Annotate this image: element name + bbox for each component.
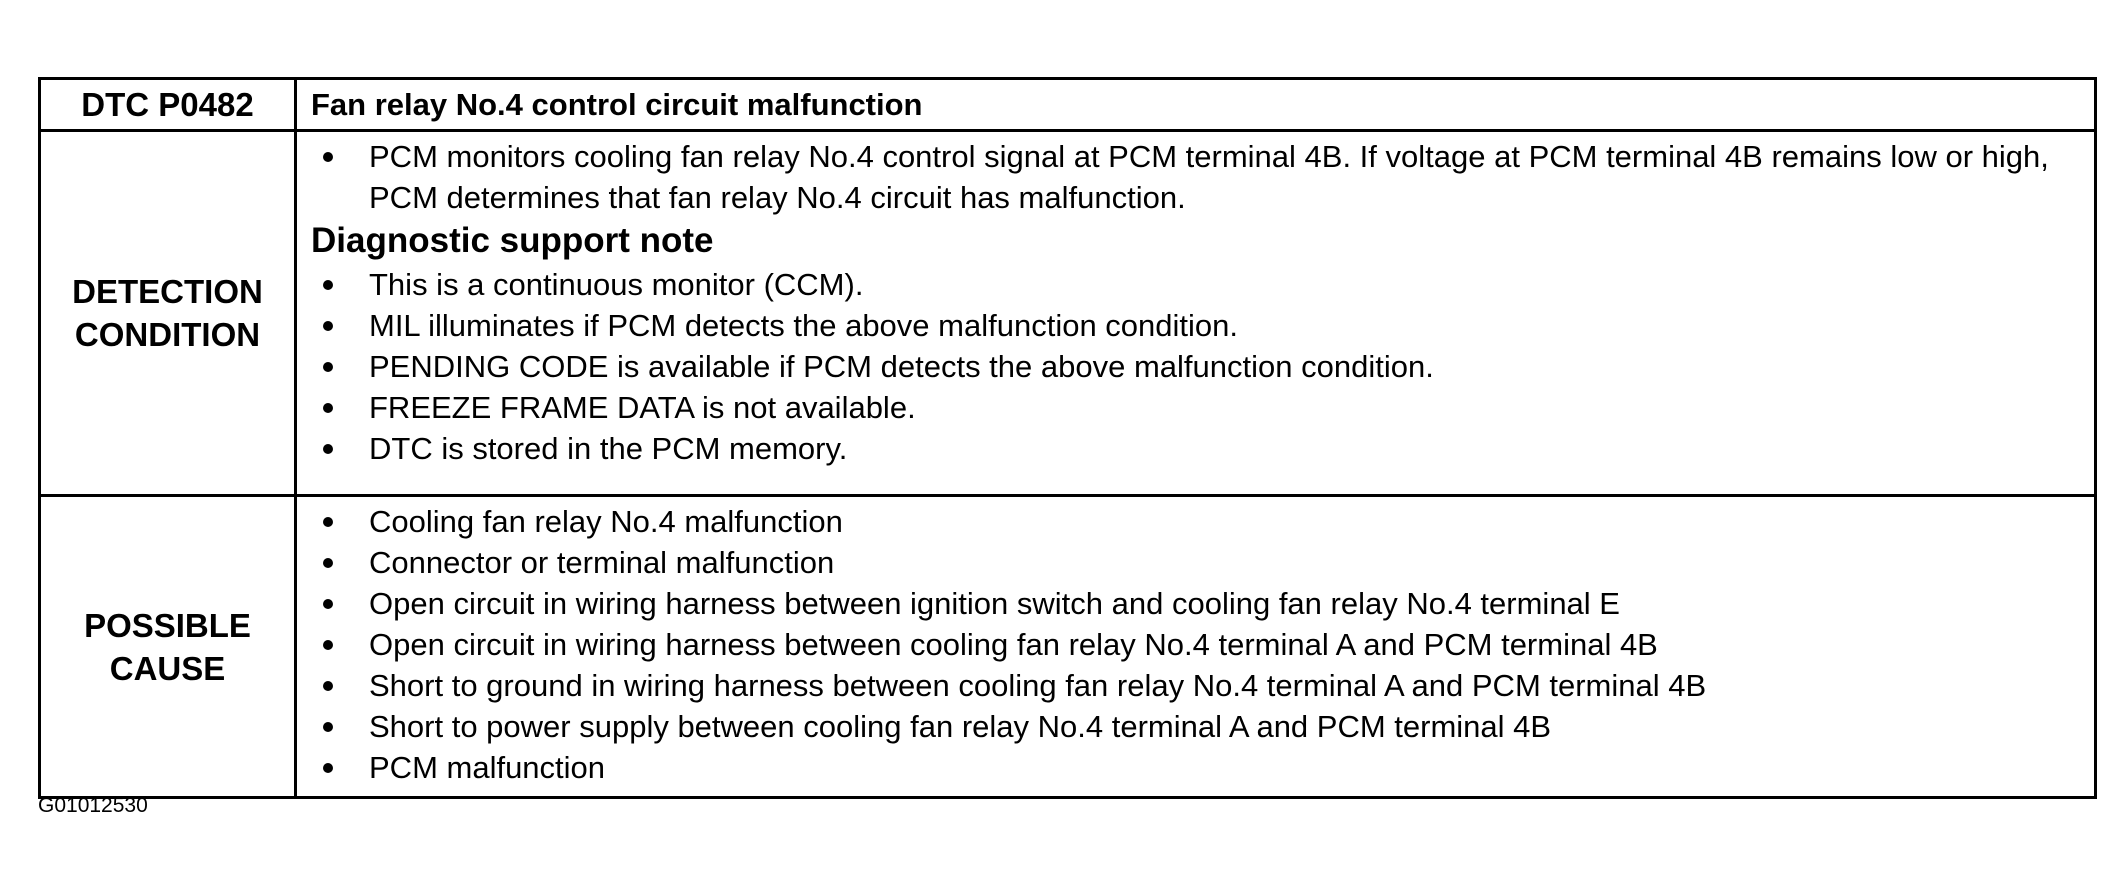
detection-label-line2: CONDITION	[74, 316, 261, 353]
dtc-code: DTC P0482	[40, 79, 296, 131]
list-item	[311, 583, 2094, 624]
bullet-icon	[323, 517, 333, 527]
list-item	[311, 428, 2094, 469]
list-item-text: This is a continuous monitor (CCM).	[369, 267, 864, 302]
bullet-icon	[323, 558, 333, 568]
dtc-table	[38, 77, 2097, 799]
cause-label-line1: POSSIBLE	[84, 606, 251, 644]
list-item-text: Short to power supply between cooling fan relay No.4 terminal A and PCM terminal 4B	[369, 709, 1552, 744]
bullet-icon	[323, 152, 333, 162]
list-item-text: Open circuit in wiring harness between ignition switch and cooling fan relay No.4 terminal E	[369, 586, 1620, 621]
dtc-title: Fan relay No.4 control circuit malfunction	[296, 79, 2096, 131]
detection-intro-list	[311, 136, 2094, 218]
list-item	[311, 136, 2094, 218]
detection-condition-content	[296, 131, 2096, 496]
list-item	[311, 542, 2094, 583]
list-item-text: PCM malfunction	[369, 750, 606, 785]
list-item-text: PCM monitors cooling fan relay No.4 control signal at PCM terminal 4B. If voltage at PCM terminal 4B remains low or high, PCM determines that fan relay No.4 circuit has malfunction.	[369, 139, 2049, 215]
figure-id: G01012530	[38, 794, 148, 817]
list-item-text: Connector or terminal malfunction	[369, 545, 835, 580]
list-item-text: MIL illuminates if PCM detects the above malfunction condition.	[369, 308, 1238, 343]
list-item	[311, 305, 2094, 346]
list-item-text: PENDING CODE is available if PCM detects the above malfunction condition.	[369, 349, 1434, 384]
bullet-icon	[323, 722, 333, 732]
bullet-icon	[323, 444, 333, 454]
bullet-icon	[323, 681, 333, 691]
possible-cause-content	[296, 496, 2096, 798]
list-item	[311, 706, 2094, 747]
list-item	[311, 387, 2094, 428]
bullet-icon	[323, 321, 333, 331]
bullet-icon	[323, 599, 333, 609]
possible-cause-label	[40, 496, 296, 798]
list-item-text: Open circuit in wiring harness between cooling fan relay No.4 terminal A and PCM terminal 4B	[369, 627, 1658, 662]
detection-condition-label	[40, 131, 296, 496]
list-item	[311, 501, 2094, 542]
list-item-text: FREEZE FRAME DATA is not available.	[369, 390, 916, 425]
cause-label-line2: CAUSE	[109, 649, 226, 687]
detection-condition-row	[40, 131, 2096, 496]
list-item-text: DTC is stored in the PCM memory.	[369, 431, 848, 466]
bullet-icon	[323, 280, 333, 290]
list-item	[311, 747, 2094, 788]
list-item	[311, 264, 2094, 305]
diagnostic-note-list	[311, 264, 2094, 469]
list-item-text: Cooling fan relay No.4 malfunction	[369, 504, 843, 539]
list-item	[311, 346, 2094, 387]
header-row	[40, 79, 2096, 131]
possible-cause-row	[40, 496, 2096, 798]
bullet-icon	[323, 362, 333, 372]
diagnostic-support-note-heading: Diagnostic support note	[311, 221, 714, 260]
bullet-icon	[323, 763, 333, 773]
detection-label-line1: DETECTION	[72, 273, 263, 310]
bullet-icon	[323, 403, 333, 413]
list-item	[311, 624, 2094, 665]
possible-cause-list	[311, 501, 2094, 788]
list-item	[311, 665, 2094, 706]
bullet-icon	[323, 640, 333, 650]
list-item-text: Short to ground in wiring harness between cooling fan relay No.4 terminal A and PCM terminal 4B	[369, 668, 1707, 703]
